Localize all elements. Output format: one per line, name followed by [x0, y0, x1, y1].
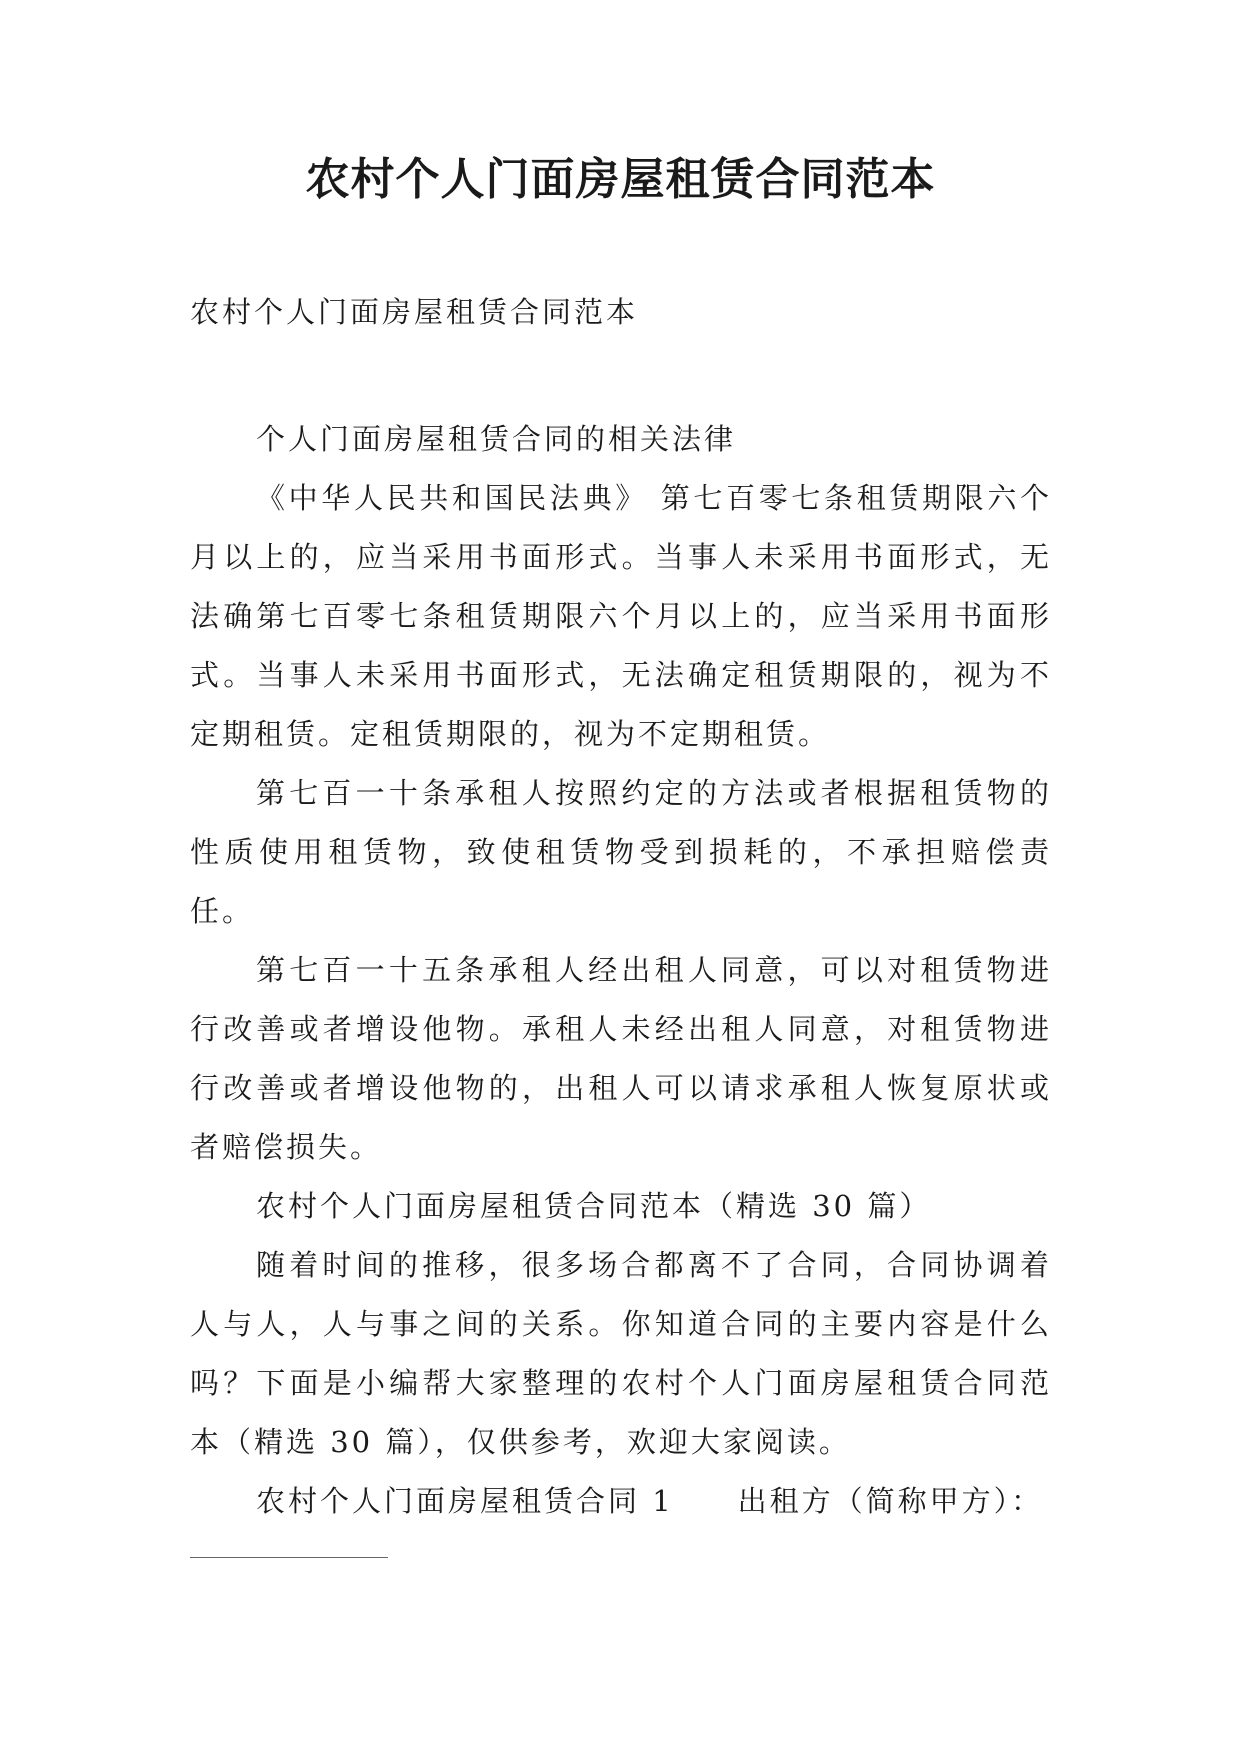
document-subtitle: 农村个人门面房屋租赁合同范本 [190, 295, 639, 329]
document-title: 农村个人门面房屋租赁合同范本 [305, 154, 936, 205]
paragraph-intro: 随着时间的推移，很多场合都离不了合同，合同协调着人与人，人与事之间的关系。你知道合同的主要内容是什么吗？下面是小编帮大家整理的农村个人门面房屋租赁合同范本（精选 30 篇），仅供参考，欢迎大家阅读。 [190, 1248, 1052, 1459]
paragraph-article-715: 第七百一十五条承租人经出租人同意，可以对租赁物进行改善或者增设他物。承租人未经出租人同意，对租赁物进行改善或者增设他物的，出租人可以请求承租人恢复原状或者赔偿损失。 [190, 953, 1052, 1164]
paragraph-article-710: 第七百一十条承租人按照约定的方法或者根据租赁物的性质使用租赁物，致使租赁物受到损耗的，不承担赔偿责任。 [190, 776, 1052, 928]
document-body [190, 410, 1052, 1531]
paragraph-legal-heading: 个人门面房屋租赁合同的相关法律 [256, 422, 737, 456]
paragraph-section-heading: 农村个人门面房屋租赁合同范本（精选 30 篇） [256, 1189, 932, 1223]
paragraph-contract-1-start: 农村个人门面房屋租赁合同 1 出租方（简称甲方）： [256, 1484, 1044, 1518]
paragraph-article-707: 《中华人民共和国民法典》 第七百零七条租赁期限六个月以上的，应当采用书面形式。当事人未采用书面形式，无法确第七百零七条租赁期限六个月以上的，应当采用书面形式。当事人未采用书面形式，无法确定租赁期限的，视为不定期租赁。定租赁期限的，视为不定期租赁。 [190, 481, 1052, 751]
footnote-divider [190, 1557, 388, 1558]
